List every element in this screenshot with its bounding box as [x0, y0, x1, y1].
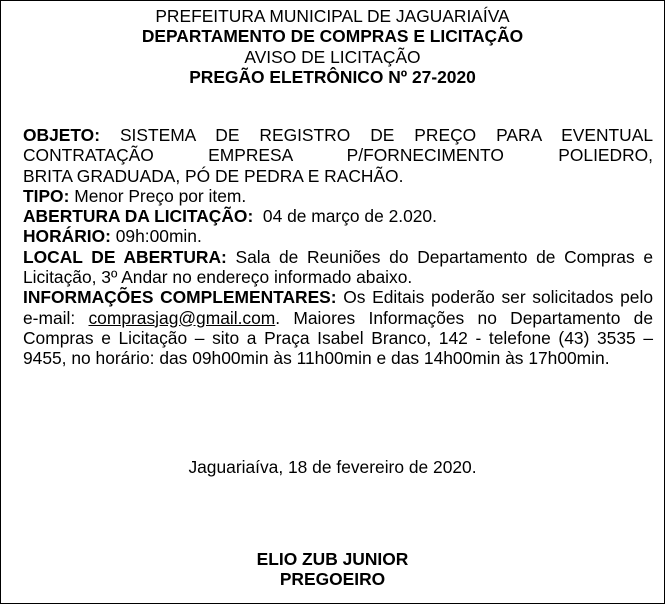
notice-date: Jaguariaíva, 18 de fevereiro de 2020.: [188, 457, 477, 477]
tipo-value: Menor Preço por item.: [69, 185, 247, 206]
tipo-line: [23, 186, 653, 206]
horario-line: [23, 226, 653, 246]
abertura-line: [23, 206, 653, 226]
horario-value: 09h:00min.: [110, 226, 202, 247]
objeto-line-3: BRITA GRADUADA, PÓ DE PEDRA E RACHÃO.: [23, 165, 404, 186]
signer-name: ELIO ZUB JUNIOR: [256, 549, 409, 569]
municipality-title: PREFEITURA MUNICIPAL DE JAGUARIAÍVA: [155, 6, 510, 26]
notice-body: [23, 125, 653, 369]
department-title: DEPARTAMENTO DE COMPRAS E LICITAÇÃO: [141, 26, 524, 47]
objeto-line-1: [23, 125, 653, 145]
signer-role: PREGOEIRO: [279, 569, 386, 590]
notice-type: AVISO DE LICITAÇÃO: [244, 46, 421, 67]
objeto-label: OBJETO:: [23, 125, 100, 145]
informacoes-label: INFORMAÇÕES COMPLEMENTARES:: [23, 287, 337, 308]
objeto-line-2: CONTRATAÇÃO EMPRESA P/FORNECIMENTO POLIEDRO,: [23, 145, 653, 166]
local-value: Sala de Reuniões do Departamento de Compras e Licitação, 3º Andar no endereço informado abaixo.: [23, 246, 653, 288]
signature-block: [1, 549, 664, 590]
email-link[interactable]: comprasjag@gmail.com: [88, 307, 276, 328]
abertura-label: ABERTURA DA LICITAÇÃO:: [23, 206, 254, 227]
informacoes-text-1: Os Editais poderão ser solicitados pelo e-mail:: [23, 287, 653, 328]
local-label: LOCAL DE ABERTURA:: [23, 246, 227, 267]
local-paragraph: [23, 247, 653, 288]
abertura-value: 04 de março de 2.020.: [253, 206, 437, 227]
notice-header: [1, 6, 664, 87]
tipo-label: TIPO:: [23, 185, 70, 206]
horario-label: HORÁRIO:: [23, 226, 111, 247]
objeto-text-1: SISTEMA DE REGISTRO DE PREÇO PARA EVENTUAL: [99, 125, 653, 145]
informacoes-text-2: . Maiores Informações no Departamento de Compras e Licitação – sito a Praça Isabel Branco, 142 - telefone (43) 3535 – 9455, no horário: das 09h00min às 11h00min e das 14h00min às 17h00min.: [23, 307, 653, 369]
informacoes-paragraph: [23, 287, 653, 368]
tender-number: PREGÃO ELETRÔNICO Nº 27-2020: [189, 66, 476, 87]
